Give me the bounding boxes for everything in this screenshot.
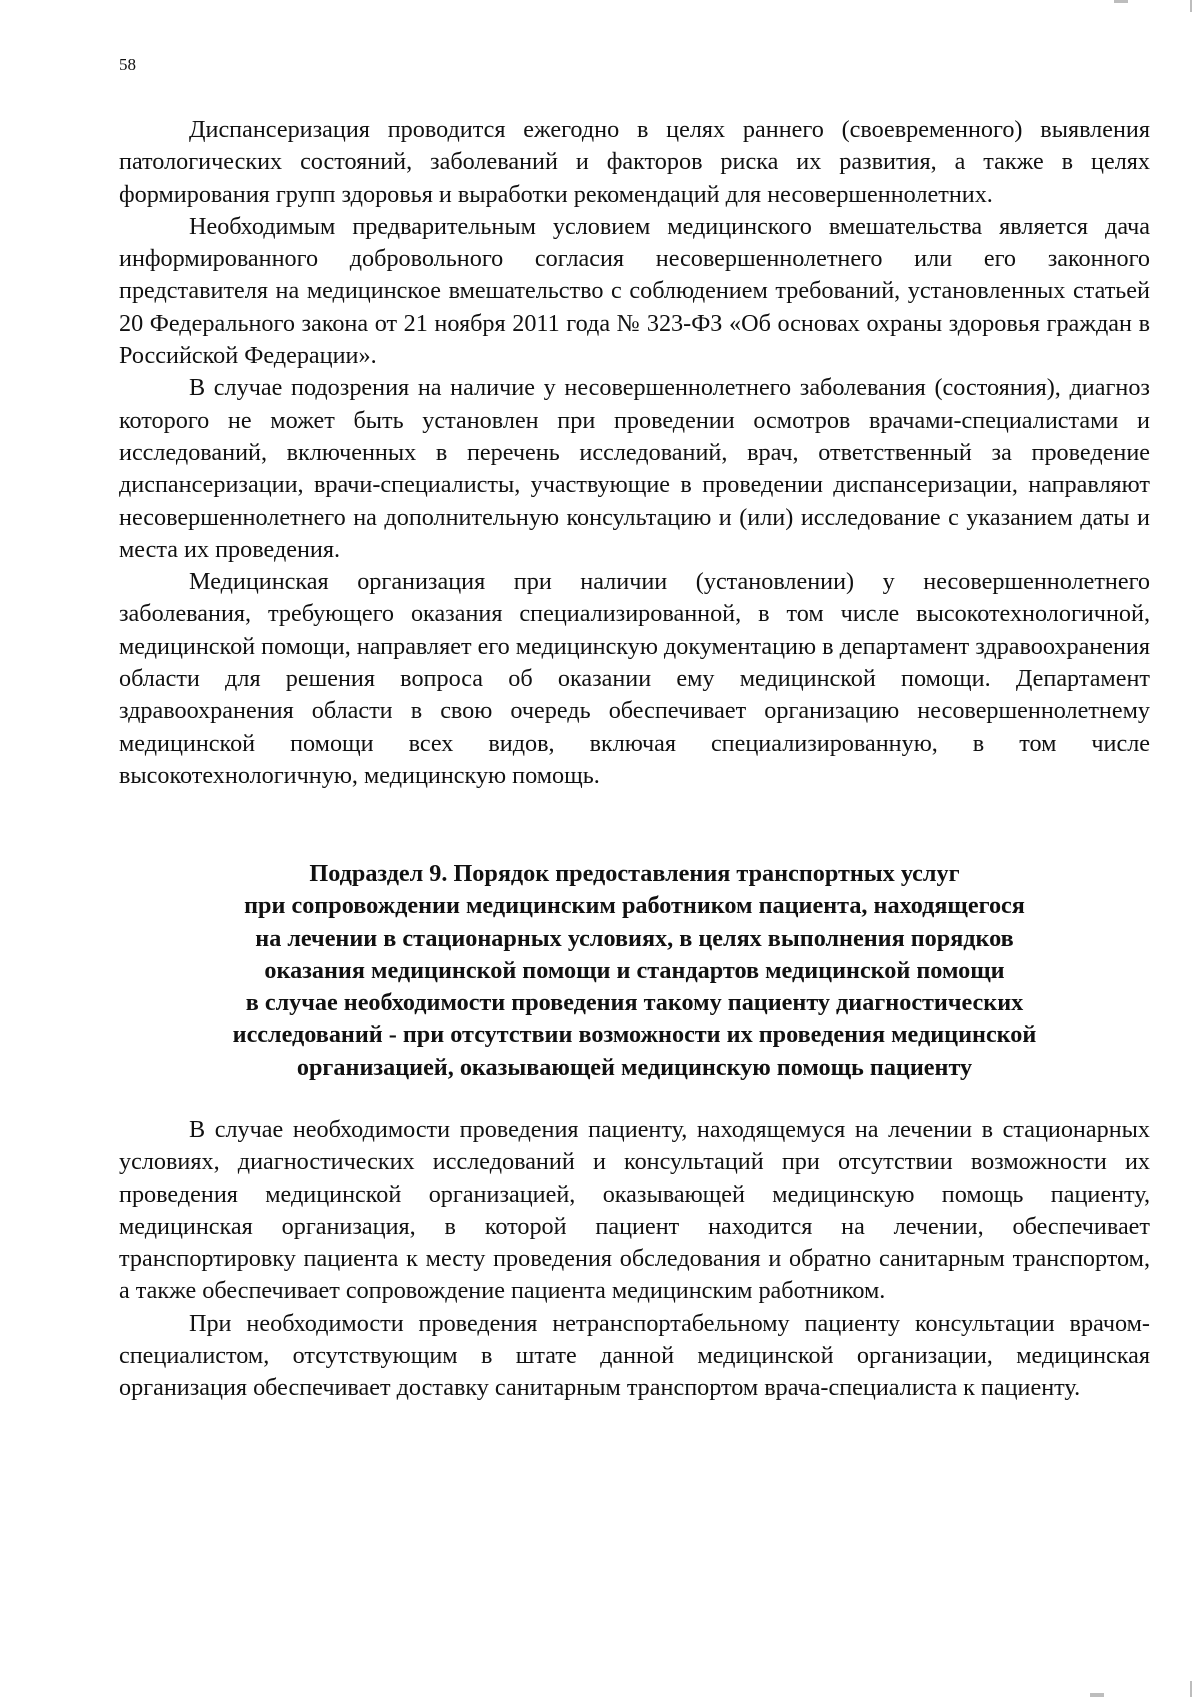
page-number: 58	[119, 55, 136, 74]
paragraph-informed-consent: Необходимым предварительным условием медицинского вмешательства является дача информированного добровольного согласия несовершеннолетнего или его законного представителя на медицинское вмешательство с соблюдением требований, установленных статьей 20 Федерального закона от 21 ноября 2011 года № 323-ФЗ «Об основах охраны здоровья граждан в Российской Федерации».	[119, 212, 1150, 370]
scan-artifact	[1114, 0, 1128, 3]
heading-line: Подраздел 9. Порядок предоставления транспортных услуг	[309, 860, 960, 887]
heading-line: оказания медицинской помощи и стандартов медицинской помощи	[264, 956, 1005, 984]
paragraph-additional-consultation: В случае подозрения на наличие у несовершеннолетнего заболевания (состояния), диагноз которого не может быть установлен при проведении осмотров врачами-специалистами и исследований, включенных в перечень исследований, врач, ответственный за проведение диспансеризации, врачи-специалисты, участвующие в проведении диспансеризации, направляют несовершеннолетнего на дополнительную консультацию и (или) исследование с указанием даты и места их проведения.	[119, 374, 1150, 563]
heading-line: на лечении в стационарных условиях, в целях выполнения порядков	[255, 924, 1014, 952]
paragraph-transport-services: В случае необходимости проведения пациенту, находящемуся на лечении в стационарных условиях, диагностических исследований и консультаций при отсутствии возможности их проведения медицинской организацией, оказывающей медицинскую помощь пациенту, медицинская организация, в которой пациент находится на лечении, обеспечивает транспортировку пациента к месту проведения обследования и обратно санитарным транспортом, а также обеспечивает сопровождение пациента медицинским работником.	[119, 1116, 1150, 1305]
heading-line: организацией, оказывающей медицинскую помощь пациенту	[296, 1053, 973, 1081]
paragraph-specialized-care: Медицинская организация при наличии (установлении) у несовершеннолетнего заболевания, требующего оказания специализированной, в том числе высокотехнологичной, медицинской помощи, направляет его медицинскую документацию в департамент здравоохранения области для решения вопроса об оказании ему медицинской помощи. Департамент здравоохранения области в свою очередь обеспечивает организацию несовершеннолетнему медицинской помощи всех видов, включая специализированную, в том числе высокотехнологичную, медицинскую помощь.	[119, 568, 1150, 789]
heading-line: исследований - при отсутствии возможности их проведения медицинской	[232, 1021, 1037, 1049]
bottom-text-block	[119, 1114, 1150, 1405]
section-heading	[119, 858, 1150, 1084]
top-text-block	[119, 114, 1150, 792]
scan-artifact	[1090, 1693, 1104, 1697]
scan-artifact	[1190, 0, 1192, 12]
scan-artifact	[1190, 1681, 1192, 1697]
paragraph-specialist-delivery: При необходимости проведения нетранспортабельному пациенту консультации врачом-специалистом, отсутствующим в штате данной медицинской организации, медицинская организация обеспечивает доставку санитарным транспортом врача-специалиста к пациенту.	[119, 1309, 1150, 1402]
heading-line: при сопровождении медицинским работником пациента, находящегося	[244, 892, 1025, 920]
heading-line: в случае необходимости проведения такому пациенту диагностических	[245, 989, 1024, 1017]
paragraph-dispanserization: Диспансеризация проводится ежегодно в целях раннего (своевременного) выявления патологических состояний, заболеваний и факторов риска их развития, а также в целях формирования групп здоровья и выработки рекомендаций для несовершеннолетних.	[119, 116, 1150, 208]
